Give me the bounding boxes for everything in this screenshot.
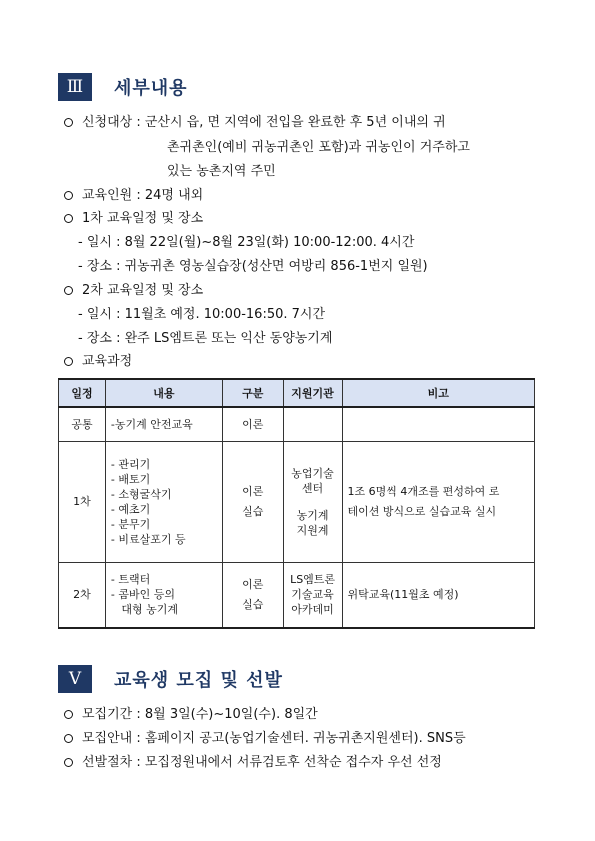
circle-bullet-icon xyxy=(64,191,73,200)
cell-type: 이론 xyxy=(222,407,283,441)
list-item: - 콤바인 등의 xyxy=(110,588,175,602)
agency-line: LS엠트론 xyxy=(290,573,336,587)
cell-agency xyxy=(283,562,342,628)
section-title: 교육생 모집 및 선발 xyxy=(114,670,283,691)
circle-bullet-icon xyxy=(64,758,73,767)
list-item: - 소형굴삭기 xyxy=(110,487,172,501)
header-note: 비고 xyxy=(342,379,535,407)
list-item: 대형 농기계 xyxy=(110,603,179,617)
circle-bullet-icon xyxy=(64,118,73,127)
table-header-row xyxy=(59,379,535,407)
agency-line: 지원계 xyxy=(296,523,329,537)
selection-process-line xyxy=(64,754,442,771)
list-item: - 관리기 xyxy=(110,457,151,471)
cell-type xyxy=(222,441,283,562)
header-schedule: 일정 xyxy=(59,379,106,407)
header-agency: 지원기관 xyxy=(283,379,342,407)
cell-schedule: 2차 xyxy=(59,562,106,628)
agency-line: 농업기술 xyxy=(291,466,334,480)
cell-agency xyxy=(283,441,342,562)
type-line: 실습 xyxy=(242,597,264,611)
agency-line: 농기계 xyxy=(296,508,329,522)
cell-note xyxy=(342,441,535,562)
list-item: - 비료살포기 등 xyxy=(110,532,186,546)
list-item: - 분무기 xyxy=(110,517,151,531)
circle-bullet-icon xyxy=(64,710,73,719)
cell-content: -농기계 안전교육 xyxy=(105,407,222,441)
circle-bullet-icon xyxy=(64,286,73,295)
headcount-line xyxy=(64,187,203,204)
section-number-badge: Ⅴ xyxy=(58,665,92,693)
table-row xyxy=(59,407,535,441)
curriculum-title: 교육과정 xyxy=(82,354,133,369)
second-session-place: - 장소 : 완주 LS엠트론 또는 익산 동양농기계 xyxy=(78,331,333,346)
agency-line: 기술교육 xyxy=(291,588,334,602)
second-session-date: - 일시 : 11월초 예정. 10:00-16:50. 7시간 xyxy=(78,307,326,322)
type-line: 이론 xyxy=(242,484,264,498)
apply-target-text: 신청대상 : 군산시 읍, 면 지역에 전입을 완료한 후 5년 이내의 귀 xyxy=(82,115,446,130)
header-type: 구분 xyxy=(222,379,283,407)
recruit-notice-text: 모집안내 : 홈페이지 공고(농업기술센터. 귀농귀촌지원센터). SNS등 xyxy=(82,731,466,746)
cell-schedule: 공통 xyxy=(59,407,106,441)
list-item: - 트랙터 xyxy=(110,573,151,587)
header-content: 내용 xyxy=(105,379,222,407)
curriculum-table xyxy=(58,378,535,629)
cell-content xyxy=(105,562,222,628)
curriculum-title-line xyxy=(64,353,132,370)
list-item: - 예초기 xyxy=(110,502,151,516)
list-item: - 배토기 xyxy=(110,472,151,486)
apply-target-line-2: 촌귀촌인(예비 귀농귀촌인 포함)과 귀농인이 거주하고 xyxy=(167,140,470,155)
cell-agency xyxy=(283,407,342,441)
table-row xyxy=(59,441,535,562)
second-session-title-line xyxy=(64,282,203,299)
recruit-period-text: 모집기간 : 8월 3일(수)~10일(수). 8일간 xyxy=(82,707,318,722)
section-5-header xyxy=(58,665,283,693)
note-line: 테이션 방식으로 실습교육 실시 xyxy=(347,504,497,518)
cell-note xyxy=(342,407,535,441)
agency-line: 센터 xyxy=(301,481,324,495)
first-session-date: - 일시 : 8월 22일(월)~8월 23일(화) 10:00-12:00. 4시간 xyxy=(78,235,415,250)
selection-process-text: 선발절차 : 모집정원내에서 서류검토후 선착순 접수자 우선 선정 xyxy=(82,755,442,770)
first-session-place: - 장소 : 귀농귀촌 영농실습장(성산면 여방리 856-1번지 일원) xyxy=(78,259,428,274)
cell-type xyxy=(222,562,283,628)
section-3-header xyxy=(58,73,188,101)
second-session-title: 2차 교육일정 및 장소 xyxy=(82,283,204,298)
first-session-title: 1차 교육일정 및 장소 xyxy=(82,211,204,226)
apply-target-line-3: 있는 농촌지역 주민 xyxy=(167,164,276,179)
cell-schedule: 1차 xyxy=(59,441,106,562)
note-line: 1조 6명씩 4개조를 편성하여 로 xyxy=(347,484,500,498)
headcount-text: 교육인원 : 24명 내외 xyxy=(82,188,204,203)
recruit-notice-line xyxy=(64,730,466,747)
cell-note: 위탁교육(11월초 예정) xyxy=(342,562,535,628)
type-line: 이론 xyxy=(242,577,264,591)
circle-bullet-icon xyxy=(64,214,73,223)
section-title: 세부내용 xyxy=(114,78,188,99)
table-row xyxy=(59,562,535,628)
recruit-period-line xyxy=(64,706,318,723)
section-number-badge: Ⅲ xyxy=(58,73,92,101)
circle-bullet-icon xyxy=(64,734,73,743)
cell-content xyxy=(105,441,222,562)
apply-target-line xyxy=(64,114,446,131)
circle-bullet-icon xyxy=(64,357,73,366)
agency-line: 아카데미 xyxy=(291,603,334,617)
first-session-title-line xyxy=(64,210,203,227)
type-line: 실습 xyxy=(242,504,264,518)
